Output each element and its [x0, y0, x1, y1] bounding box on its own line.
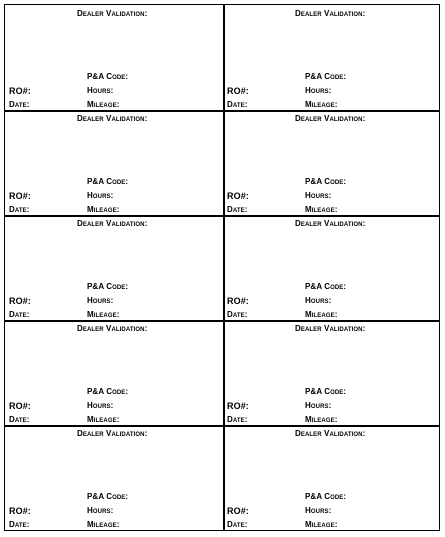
- validation-block: [223, 5, 441, 110]
- pa-code-label: P&A Code:: [305, 387, 347, 396]
- dealer-validation-label: Dealer Validation:: [295, 219, 366, 228]
- pa-code-label: P&A Code:: [87, 282, 129, 291]
- date-label: Date:: [227, 415, 248, 424]
- hours-label: Hours:: [87, 86, 114, 95]
- validation-block: [5, 110, 223, 215]
- mileage-label: Mileage:: [305, 310, 338, 319]
- dealer-validation-label: Dealer Validation:: [77, 429, 148, 438]
- pa-code-label: P&A Code:: [87, 72, 129, 81]
- validation-form-grid: [4, 4, 440, 531]
- validation-block: [223, 320, 441, 425]
- dealer-validation-label: Dealer Validation:: [77, 324, 148, 333]
- validation-block: [223, 425, 441, 530]
- validation-block: [223, 110, 441, 215]
- hours-label: Hours:: [305, 401, 332, 410]
- mileage-label: Mileage:: [305, 520, 338, 529]
- ro-label: RO#:: [227, 296, 249, 306]
- date-label: Date:: [227, 100, 248, 109]
- dealer-validation-label: Dealer Validation:: [295, 114, 366, 123]
- dealer-validation-label: Dealer Validation:: [77, 219, 148, 228]
- dealer-validation-label: Dealer Validation:: [295, 9, 366, 18]
- hours-label: Hours:: [87, 506, 114, 515]
- validation-block: [5, 320, 223, 425]
- dealer-validation-label: Dealer Validation:: [77, 9, 148, 18]
- mileage-label: Mileage:: [87, 520, 120, 529]
- mileage-label: Mileage:: [87, 415, 120, 424]
- hours-label: Hours:: [305, 191, 332, 200]
- ro-label: RO#:: [227, 506, 249, 516]
- mileage-label: Mileage:: [305, 100, 338, 109]
- dealer-validation-label: Dealer Validation:: [295, 324, 366, 333]
- hours-label: Hours:: [305, 296, 332, 305]
- validation-block: [5, 425, 223, 530]
- ro-label: RO#:: [227, 191, 249, 201]
- validation-block: [5, 215, 223, 320]
- ro-label: RO#:: [227, 401, 249, 411]
- ro-label: RO#:: [9, 296, 31, 306]
- mileage-label: Mileage:: [87, 100, 120, 109]
- pa-code-label: P&A Code:: [305, 282, 347, 291]
- pa-code-label: P&A Code:: [87, 492, 129, 501]
- hours-label: Hours:: [305, 86, 332, 95]
- validation-block: [223, 215, 441, 320]
- validation-block: [5, 5, 223, 110]
- mileage-label: Mileage:: [305, 205, 338, 214]
- hours-label: Hours:: [87, 401, 114, 410]
- hours-label: Hours:: [87, 191, 114, 200]
- dealer-validation-label: Dealer Validation:: [77, 114, 148, 123]
- mileage-label: Mileage:: [305, 415, 338, 424]
- ro-label: RO#:: [9, 401, 31, 411]
- pa-code-label: P&A Code:: [87, 387, 129, 396]
- pa-code-label: P&A Code:: [305, 177, 347, 186]
- hours-label: Hours:: [305, 506, 332, 515]
- pa-code-label: P&A Code:: [305, 492, 347, 501]
- mileage-label: Mileage:: [87, 205, 120, 214]
- date-label: Date:: [227, 205, 248, 214]
- pa-code-label: P&A Code:: [305, 72, 347, 81]
- pa-code-label: P&A Code:: [87, 177, 129, 186]
- date-label: Date:: [9, 205, 30, 214]
- mileage-label: Mileage:: [87, 310, 120, 319]
- hours-label: Hours:: [87, 296, 114, 305]
- ro-label: RO#:: [9, 506, 31, 516]
- ro-label: RO#:: [9, 191, 31, 201]
- date-label: Date:: [9, 415, 30, 424]
- dealer-validation-label: Dealer Validation:: [295, 429, 366, 438]
- date-label: Date:: [227, 310, 248, 319]
- ro-label: RO#:: [227, 86, 249, 96]
- date-label: Date:: [9, 520, 30, 529]
- ro-label: RO#:: [9, 86, 31, 96]
- date-label: Date:: [9, 100, 30, 109]
- date-label: Date:: [227, 520, 248, 529]
- date-label: Date:: [9, 310, 30, 319]
